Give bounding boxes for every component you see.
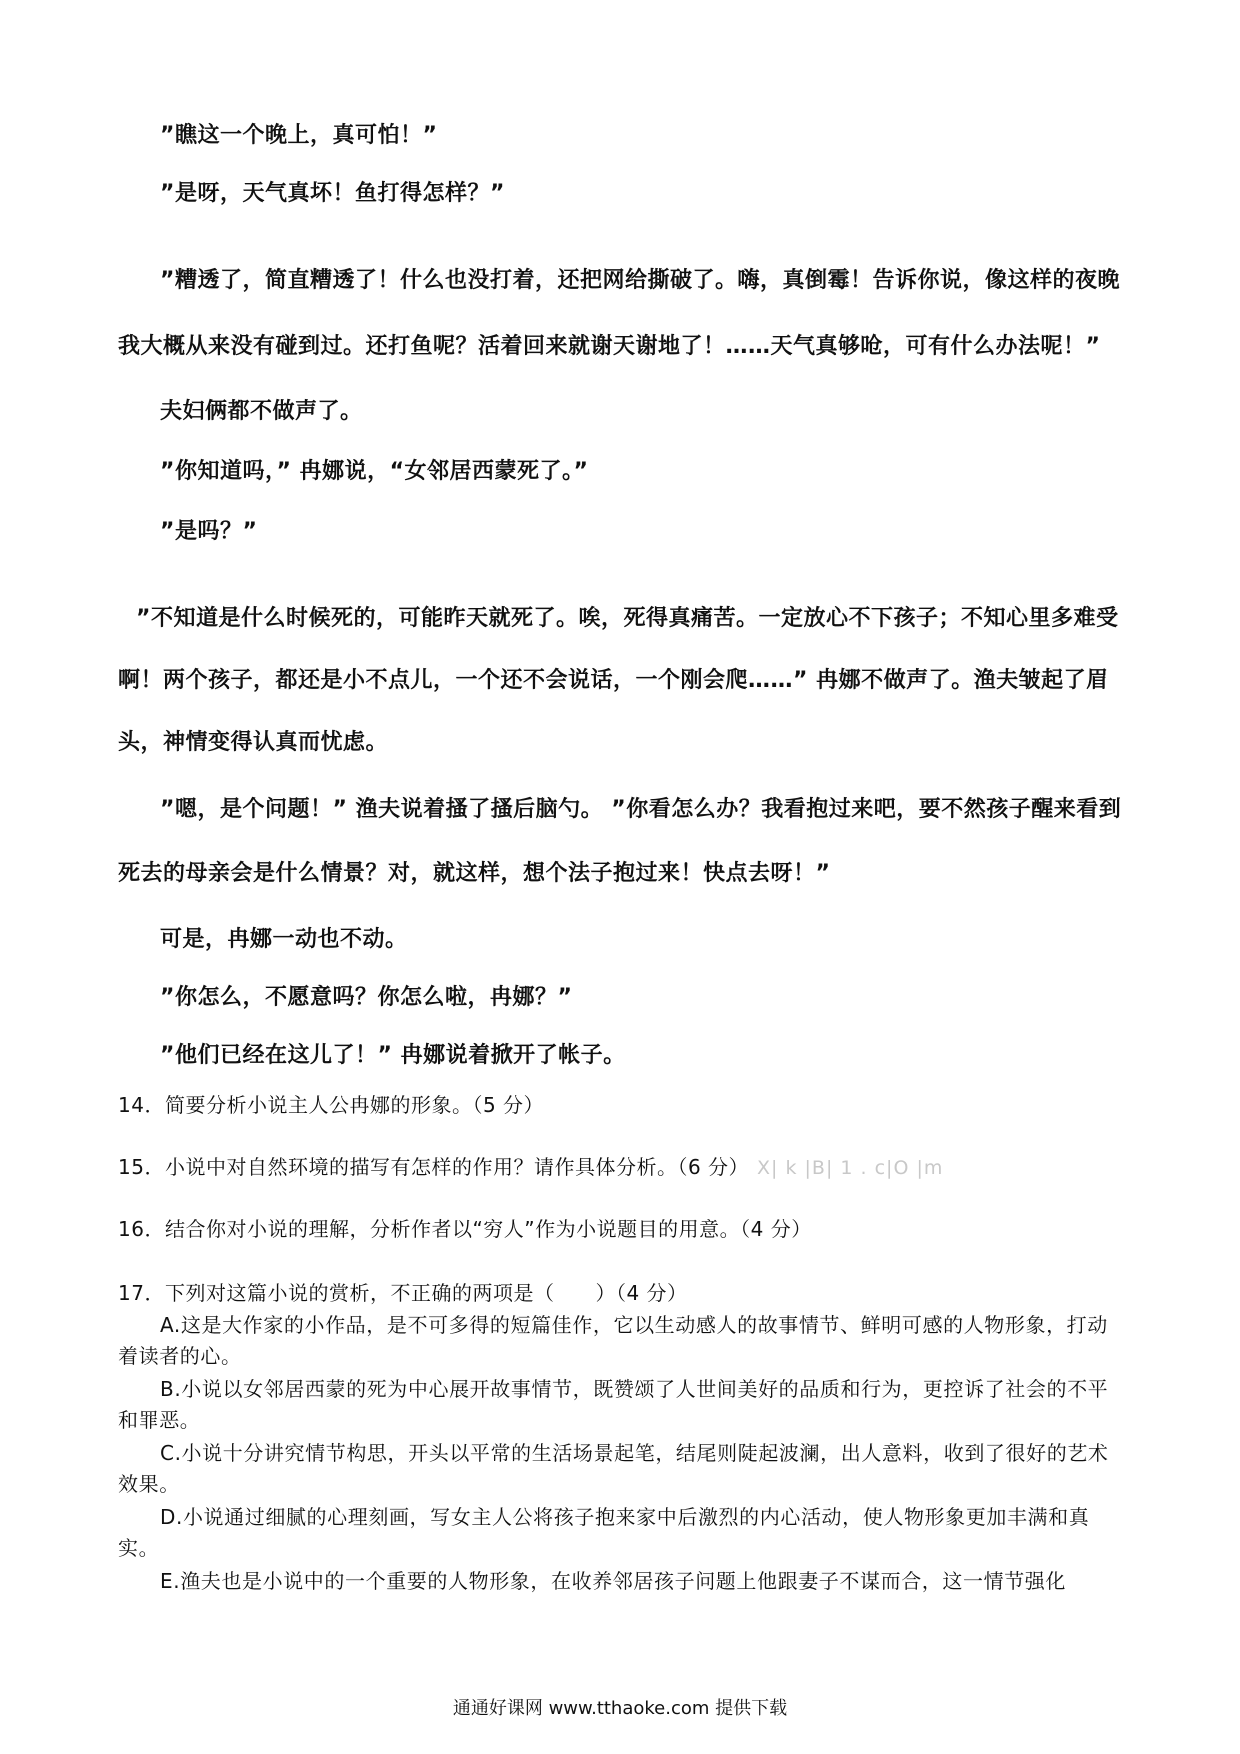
story-paragraph-5: ”你知道吗，” 冉娜说，“女邻居西蒙死了。” [160,459,589,484]
question-14: 14．简要分析小说主人公冉娜的形象。（5 分） [118,1093,545,1117]
watermark-text: X| k |B| 1 . c|O |m [757,1157,944,1179]
story-paragraph-7: ”不知道是什么时候死的，可能昨天就死了。唉，死得真痛苦。一定放心不下孩子；不知心里多难受啊！两个孩子，都还是小不点儿，一个还不会说话，一个刚会爬……” 冉娜不做声了。渔夫皱起了眉头，神情变得认真而忧虑。 [118,606,1119,755]
story-paragraph-8: ”嗯，是个问题！” 渔夫说着搔了搔后脑勺。 ”你看怎么办？我看抱过来吧，要不然孩子醒来看到死去的母亲会是什么情景？对，就这样，想个法子抱过来！快点去呀！” [118,797,1122,886]
story-paragraph-3: ”糟透了，简直糟透了！什么也没打着，还把网给撕破了。嗨，真倒霉！告诉你说，像这样的夜晚我大概从来没有碰到过。还打鱼呢？活着回来就谢天谢地了！……天气真够呛，可有什么办法呢！” [118,268,1120,359]
story-paragraph-2: ”是呀，天气真坏！鱼打得怎样？” [160,181,505,206]
question-15 [118,1154,1128,1181]
question-15-text: 15．小说中对自然环境的描写有怎样的作用？请作具体分析。（6 分） [118,1155,750,1179]
option-a: A.这是大作家的小作品，是不可多得的短篇佳作，它以生动感人的故事情节、鲜明可感的人物形象，打动着读者的心。 [118,1313,1108,1368]
option-c: C.小说十分讲究情节构思，开头以平常的生活场景起笔，结尾则陡起波澜，出人意料，收到了很好的艺术效果。 [118,1441,1109,1496]
question-17: 17．下列对这篇小说的赏析，不正确的两项是（ ）（4 分） [118,1281,688,1305]
question-16: 16．结合你对小说的理解，分析作者以“穷人”作为小说题目的用意。（4 分） [118,1217,812,1241]
story-paragraph-1: ”瞧这一个晚上，真可怕！” [160,123,438,148]
story-paragraph-6: ”是吗？” [160,519,258,544]
story-paragraph-10: ”你怎么，不愿意吗？你怎么啦，冉娜？” [160,985,573,1010]
page-footer: 通通好课网 www.tthaoke.com 提供下载 [452,1698,788,1719]
story-paragraph-4: 夫妇俩都不做声了。 [160,399,363,424]
option-d: D.小说通过细腻的心理刻画，写女主人公将孩子抱来家中后激烈的内心活动，使人物形象更加丰满和真实。 [118,1505,1090,1560]
option-b: B.小说以女邻居西蒙的死为中心展开故事情节，既赞颂了人世间美好的品质和行为，更控诉了社会的不平和罪恶。 [118,1377,1109,1432]
option-e: E.渔夫也是小说中的一个重要的人物形象，在收养邻居孩子问题上他跟妻子不谋而合，这一情节强化 [160,1569,1066,1593]
story-paragraph-9: 可是，冉娜一动也不动。 [160,927,408,952]
story-paragraph-11: ”他们已经在这儿了！” 冉娜说着掀开了帐子。 [160,1043,626,1068]
